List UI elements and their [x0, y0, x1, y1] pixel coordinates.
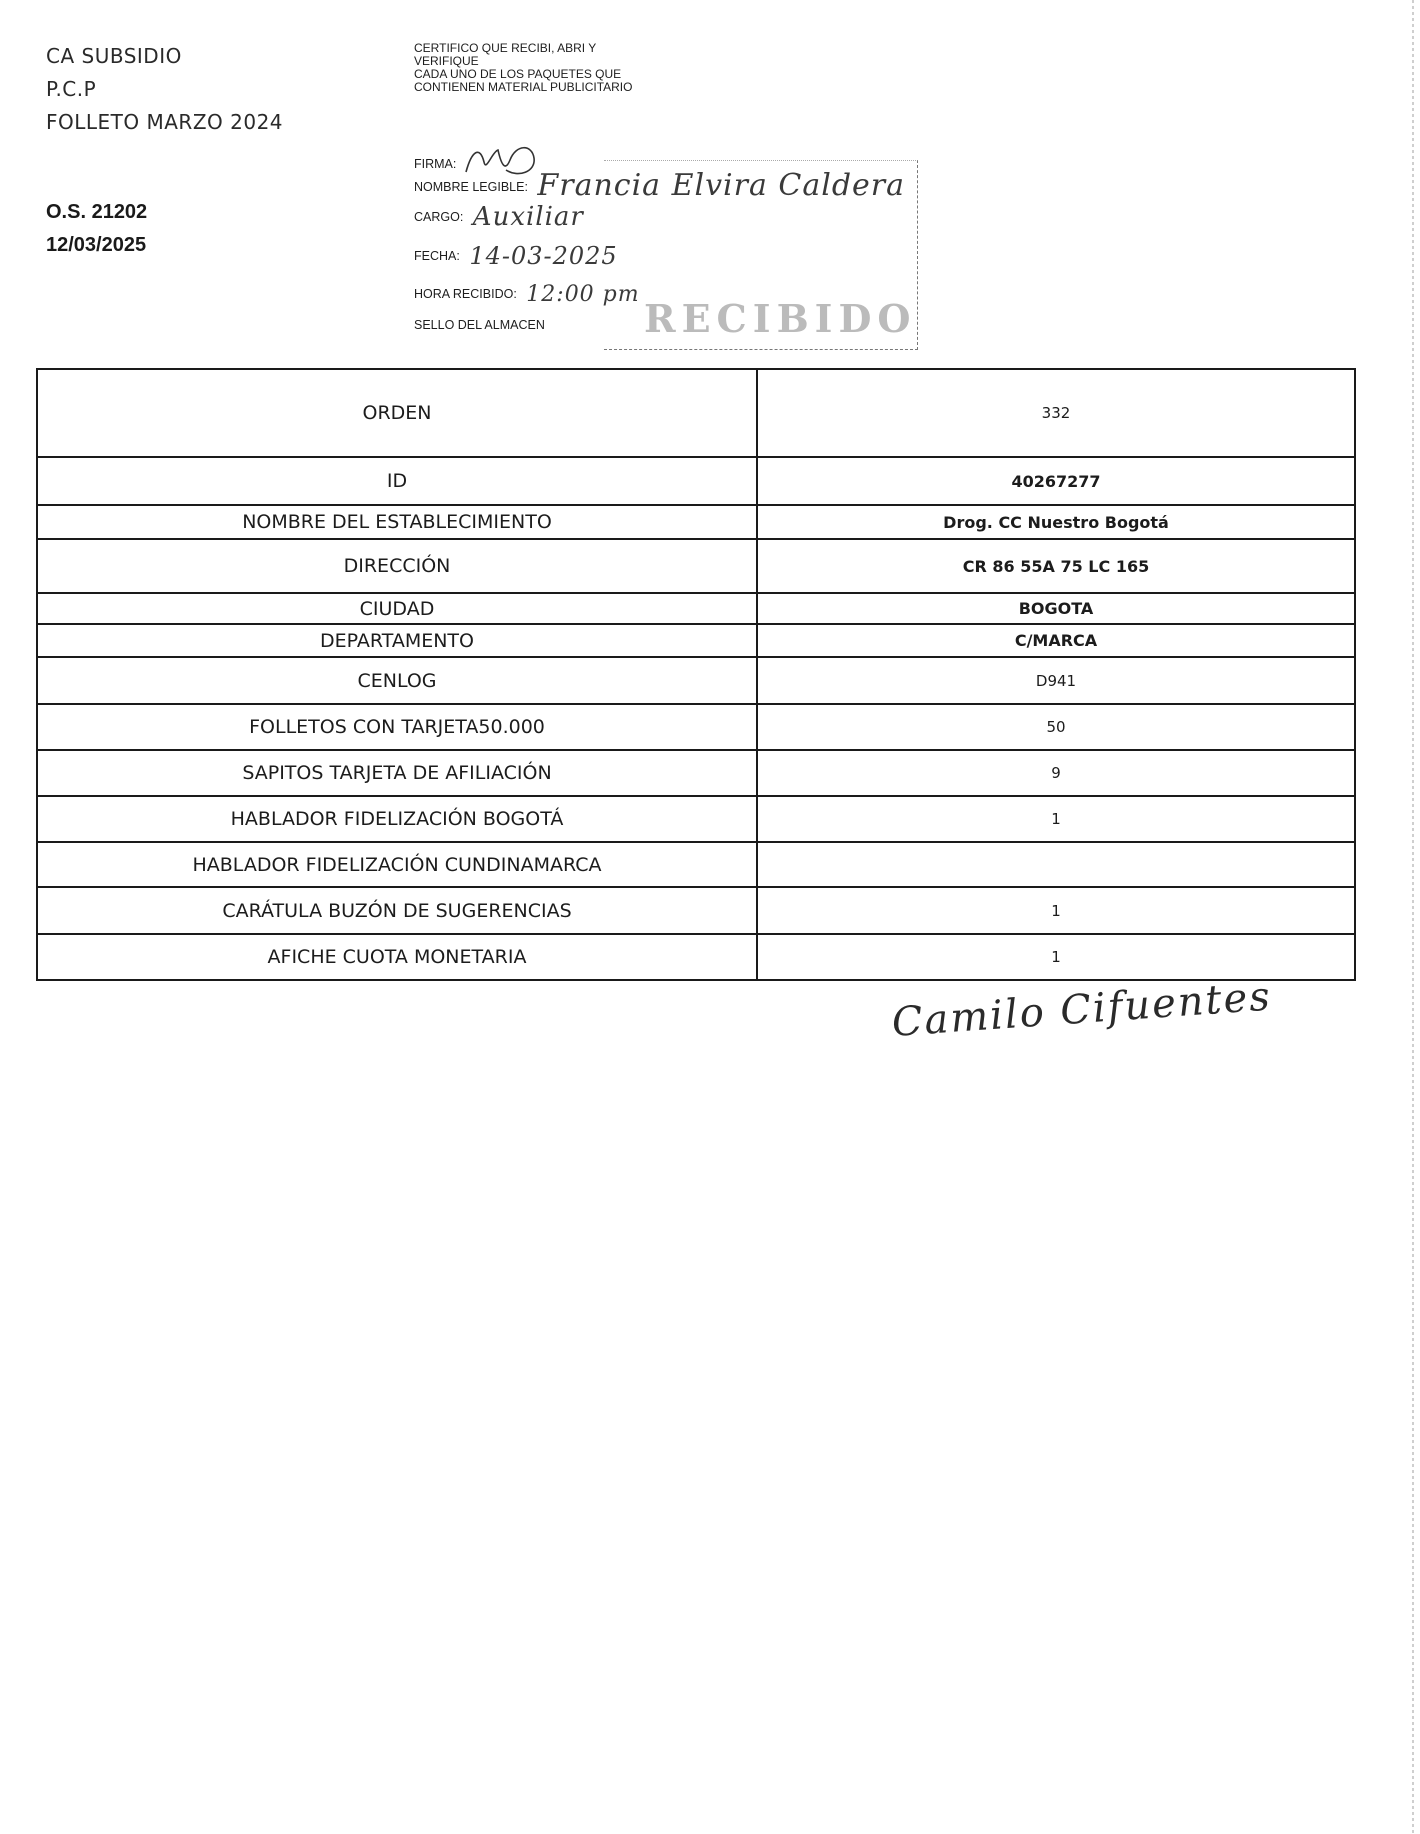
row-label: SAPITOS TARJETA DE AFILIACIÓN	[37, 750, 757, 796]
cert-line-2: VERIFIQUE	[414, 54, 479, 68]
row-value: Drog. CC Nuestro Bogotá	[757, 505, 1355, 539]
row-value: 9	[757, 750, 1355, 796]
row-value: 50	[757, 704, 1355, 750]
row-label: AFICHE CUOTA MONETARIA	[37, 934, 757, 980]
row-value: 332	[757, 369, 1355, 457]
table-row	[37, 887, 1355, 934]
cargo-label: CARGO:	[414, 210, 464, 224]
order-info	[46, 196, 147, 262]
row-label: NOMBRE DEL ESTABLECIMIENTO	[37, 505, 757, 539]
row-value: 40267277	[757, 457, 1355, 505]
sello-field	[414, 318, 545, 332]
cert-line-3: CADA UNO DE LOS PAQUETES QUE	[414, 67, 622, 81]
fecha-label: FECHA:	[414, 249, 460, 263]
table-row	[37, 369, 1355, 457]
table-row	[37, 796, 1355, 842]
document-header	[46, 40, 283, 139]
row-value: 1	[757, 796, 1355, 842]
cert-line-1: CERTIFICO QUE RECIBI, ABRI Y	[414, 41, 597, 55]
row-label: ORDEN	[37, 369, 757, 457]
firma-label: FIRMA:	[414, 157, 457, 171]
sello-label: SELLO DEL ALMACEN	[414, 318, 545, 332]
row-value	[757, 842, 1355, 887]
header-company: CA SUBSIDIO	[46, 44, 182, 68]
table-row	[37, 842, 1355, 887]
row-label: FOLLETOS CON TARJETA50.000	[37, 704, 757, 750]
row-value: 1	[757, 934, 1355, 980]
table-row	[37, 505, 1355, 539]
table-row	[37, 624, 1355, 657]
row-label: HABLADOR FIDELIZACIÓN CUNDINAMARCA	[37, 842, 757, 887]
row-label: DIRECCIÓN	[37, 539, 757, 593]
row-value: D941	[757, 657, 1355, 704]
header-campaign: FOLLETO MARZO 2024	[46, 110, 284, 134]
table-row	[37, 657, 1355, 704]
fecha-value: 14-03-2025	[469, 242, 618, 270]
row-label: DEPARTAMENTO	[37, 624, 757, 657]
order-number: O.S. 21202	[46, 201, 148, 223]
hora-label: HORA RECIBIDO:	[414, 287, 517, 301]
table-row	[37, 704, 1355, 750]
cert-line-4: CONTIENEN MATERIAL PUBLICITARIO	[414, 80, 633, 94]
cargo-field	[414, 202, 584, 232]
row-value: C/MARCA	[757, 624, 1355, 657]
certification-text	[414, 42, 632, 94]
row-label: CARÁTULA BUZÓN DE SUGERENCIAS	[37, 887, 757, 934]
row-label: CIUDAD	[37, 593, 757, 624]
table-row	[37, 750, 1355, 796]
stamp-text: RECIBIDO	[644, 296, 917, 341]
delivery-table	[36, 368, 1356, 981]
cargo-value: Auxiliar	[472, 202, 584, 232]
row-value: 1	[757, 887, 1355, 934]
row-label: CENLOG	[37, 657, 757, 704]
table-row	[37, 457, 1355, 505]
row-label: ID	[37, 457, 757, 505]
scan-edge-artifact	[1412, 0, 1414, 1834]
nombre-value: Francia Elvira Caldera	[537, 168, 906, 203]
table-row	[37, 539, 1355, 593]
nombre-label: NOMBRE LEGIBLE:	[414, 180, 528, 194]
fecha-field	[414, 242, 618, 270]
table-row	[37, 934, 1355, 980]
header-program: P.C.P	[46, 77, 97, 101]
table-row	[37, 593, 1355, 624]
row-value: CR 86 55A 75 LC 165	[757, 539, 1355, 593]
order-date: 12/03/2025	[46, 234, 147, 256]
row-value: BOGOTA	[757, 593, 1355, 624]
handwritten-name: Camilo Cifuentes	[890, 973, 1274, 1046]
row-label: HABLADOR FIDELIZACIÓN BOGOTÁ	[37, 796, 757, 842]
hora-value: 12:00 pm	[526, 282, 640, 307]
